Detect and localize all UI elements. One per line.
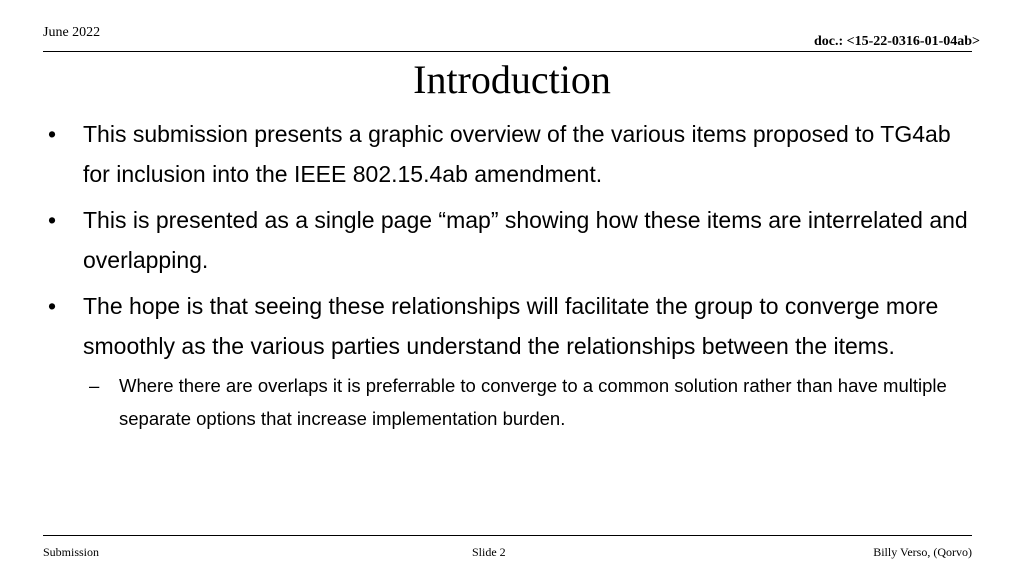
- bullet-item: [40, 200, 980, 280]
- bullet-item: [40, 286, 980, 366]
- bullet-marker: •: [48, 121, 57, 147]
- slide-title: Introduction: [413, 57, 611, 102]
- slide-body: [40, 114, 980, 435]
- bullet-marker: •: [48, 207, 57, 233]
- footer-divider: [43, 535, 972, 536]
- header-divider: [43, 51, 972, 52]
- sub-bullet-text: Where there are overlaps it is preferrable to converge to a common solution rather than have multiple separate options that increase implementation burden.: [119, 375, 947, 429]
- header-doc-id: doc.: <15-22-0316-01-04ab>: [813, 34, 980, 49]
- footer-submission: Submission: [43, 545, 100, 559]
- sub-bullet-item: [40, 369, 980, 435]
- footer-author: Billy Verso, (Qorvo): [873, 545, 972, 559]
- sub-bullet-marker: –: [89, 375, 100, 396]
- bullet-text: This is presented as a single page “map” showing how these items are interrelated and overlapping.: [83, 207, 968, 273]
- bullet-marker: •: [48, 293, 57, 319]
- footer-slide-number: Slide 2: [472, 545, 506, 559]
- bullet-text: This submission presents a graphic overview of the various items proposed to TG4ab for inclusion into the IEEE 802.15.4ab amendment.: [83, 121, 951, 187]
- header-date: June 2022: [43, 25, 101, 40]
- bullet-item: [40, 114, 980, 194]
- bullet-text: The hope is that seeing these relationships will facilitate the group to converge more smoothly as the various parties understand the relationships between the items.: [83, 293, 939, 359]
